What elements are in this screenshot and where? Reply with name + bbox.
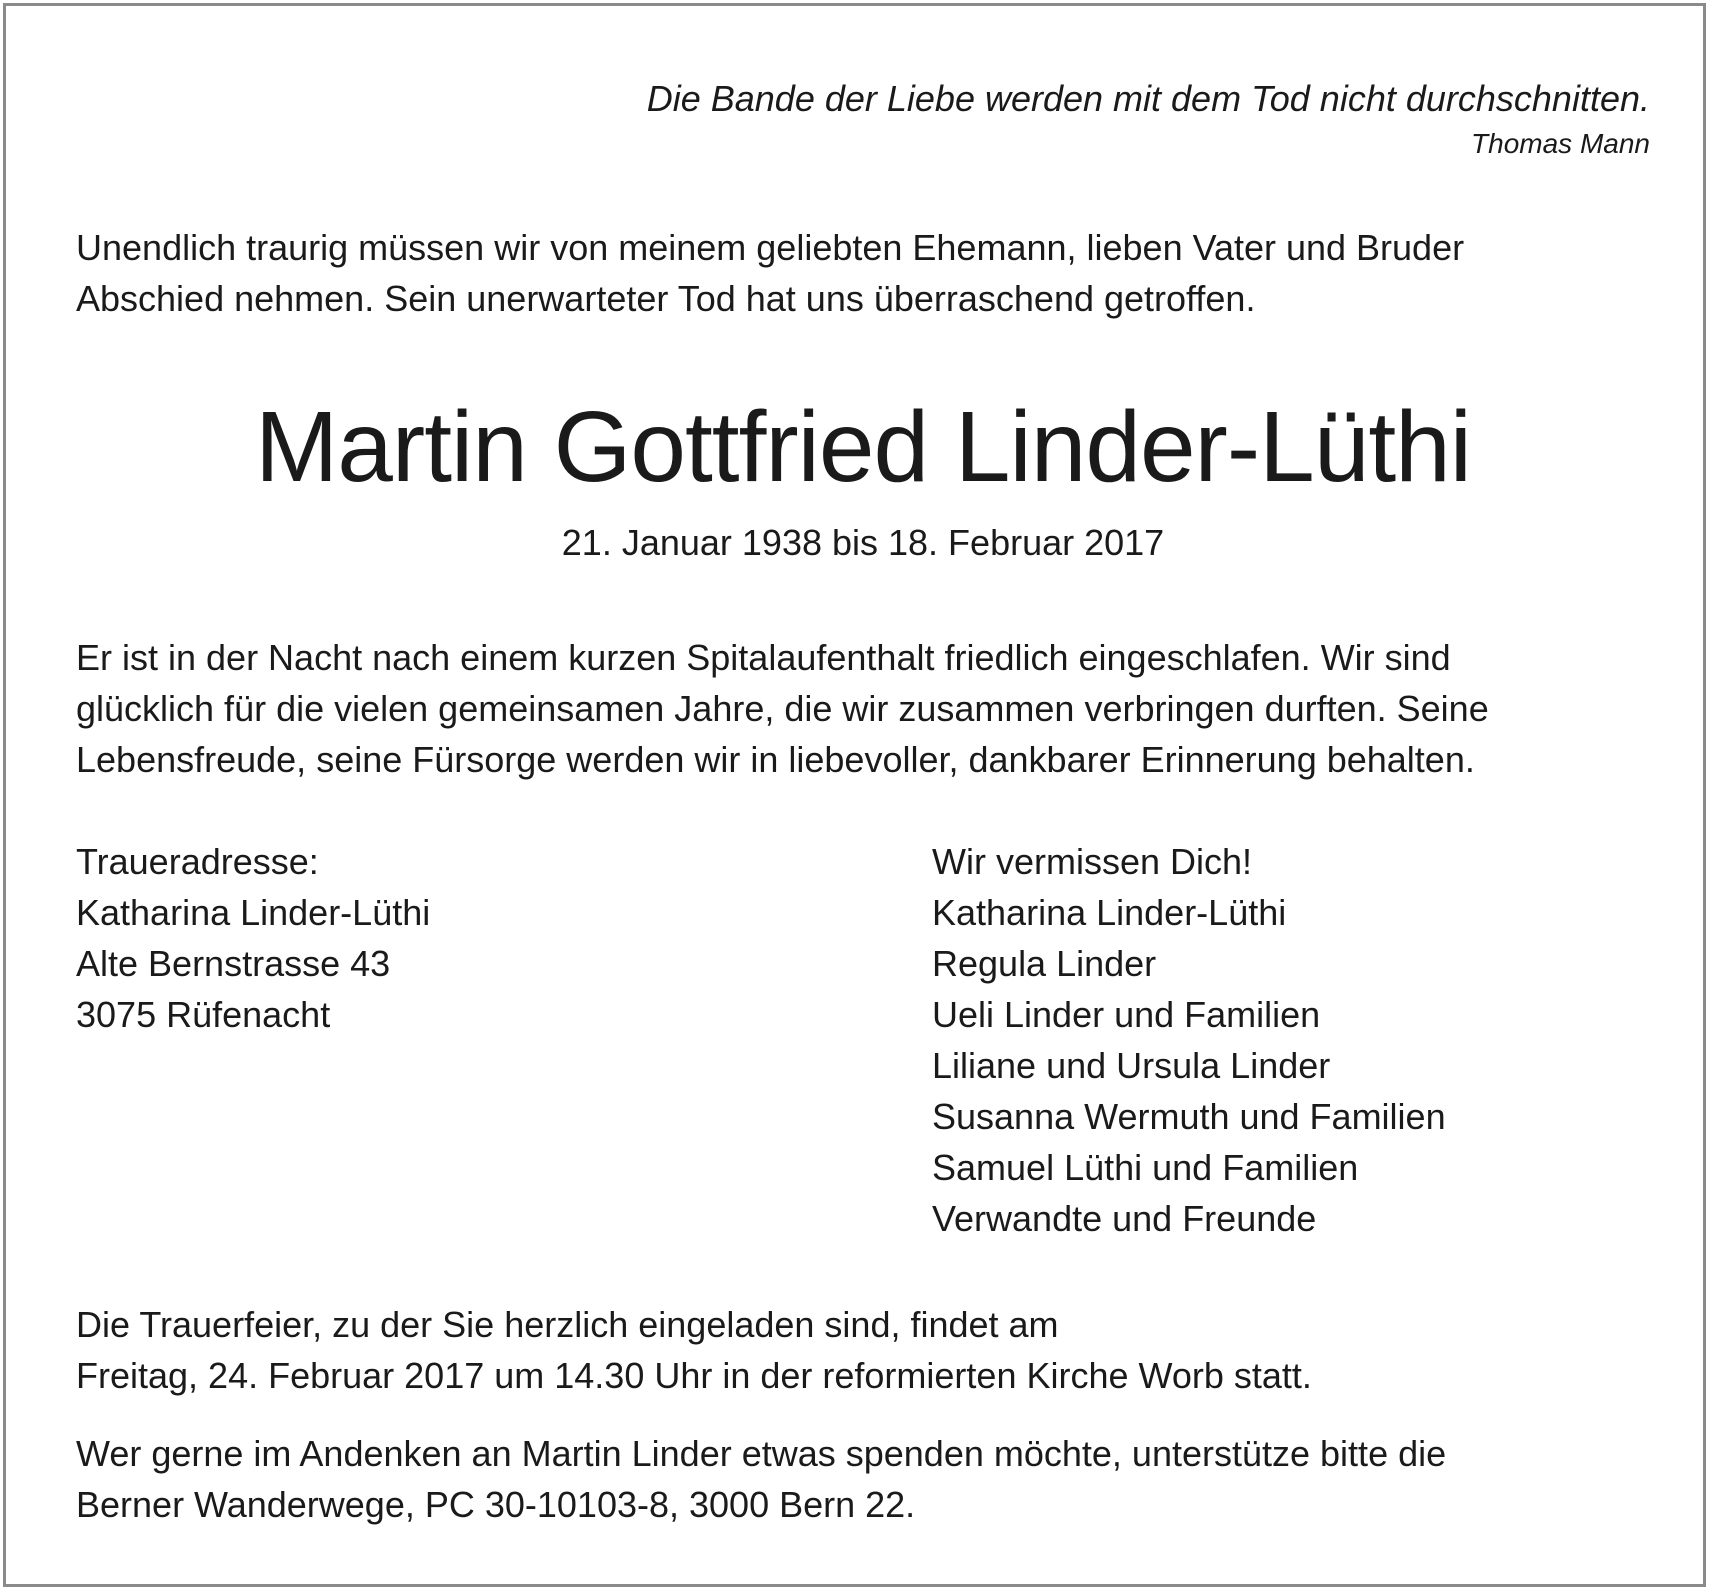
funeral-paragraph bbox=[76, 1299, 1312, 1401]
mourner-name: Liliane und Ursula Linder bbox=[932, 1045, 1331, 1086]
mourners-heading: Wir vermissen Dich! bbox=[932, 841, 1253, 882]
mourning-address bbox=[76, 836, 430, 1040]
address-line: Alte Bernstrasse 43 bbox=[76, 943, 391, 984]
body-line: Er ist in der Nacht nach einem kurzen Spitalaufenthalt friedlich eingeschlafen. Wir sind bbox=[76, 637, 1451, 678]
mourner-name: Susanna Wermuth und Familien bbox=[932, 1096, 1446, 1137]
body-paragraph bbox=[76, 632, 1489, 785]
donation-line: Wer gerne im Andenken an Martin Linder etwas spenden möchte, unterstütze bitte die bbox=[76, 1433, 1447, 1474]
deceased-dates: 21. Januar 1938 bis 18. Februar 2017 bbox=[561, 522, 1165, 563]
mourners-list bbox=[932, 836, 1446, 1244]
donation-paragraph bbox=[76, 1428, 1446, 1530]
intro-line: Unendlich traurig müssen wir von meinem geliebten Ehemann, lieben Vater und Bruder bbox=[76, 227, 1465, 268]
address-label: Traueradresse: bbox=[76, 841, 319, 882]
quote-text: Die Bande der Liebe werden mit dem Tod nicht durchschnitten. bbox=[646, 78, 1650, 119]
donation-line: Berner Wanderwege, PC 30-10103-8, 3000 Bern 22. bbox=[76, 1484, 916, 1525]
body-line: Lebensfreude, seine Fürsorge werden wir in liebevoller, dankbarer Erinnerung behalten. bbox=[76, 739, 1475, 780]
mourner-name: Verwandte und Freunde bbox=[932, 1198, 1317, 1239]
intro-paragraph bbox=[76, 222, 1464, 324]
funeral-line: Freitag, 24. Februar 2017 um 14.30 Uhr in der reformierten Kirche Worb statt. bbox=[76, 1355, 1312, 1396]
obituary-frame bbox=[3, 3, 1706, 1587]
mourner-name: Samuel Lüthi und Familien bbox=[932, 1147, 1359, 1188]
address-line: 3075 Rüfenacht bbox=[76, 994, 331, 1035]
funeral-line: Die Trauerfeier, zu der Sie herzlich eingeladen sind, findet am bbox=[76, 1304, 1059, 1345]
body-line: glücklich für die vielen gemeinsamen Jahre, die wir zusammen verbringen durften. Seine bbox=[76, 688, 1489, 729]
deceased-name: Martin Gottfried Linder-Lüthi bbox=[254, 391, 1472, 503]
quote-author: Thomas Mann bbox=[1471, 128, 1650, 159]
address-line: Katharina Linder-Lüthi bbox=[76, 892, 431, 933]
mourner-name: Katharina Linder-Lüthi bbox=[932, 892, 1287, 933]
mourner-name: Ueli Linder und Familien bbox=[932, 994, 1321, 1035]
mourner-name: Regula Linder bbox=[932, 943, 1157, 984]
intro-line: Abschied nehmen. Sein unerwarteter Tod hat uns überraschend getroffen. bbox=[76, 278, 1256, 319]
